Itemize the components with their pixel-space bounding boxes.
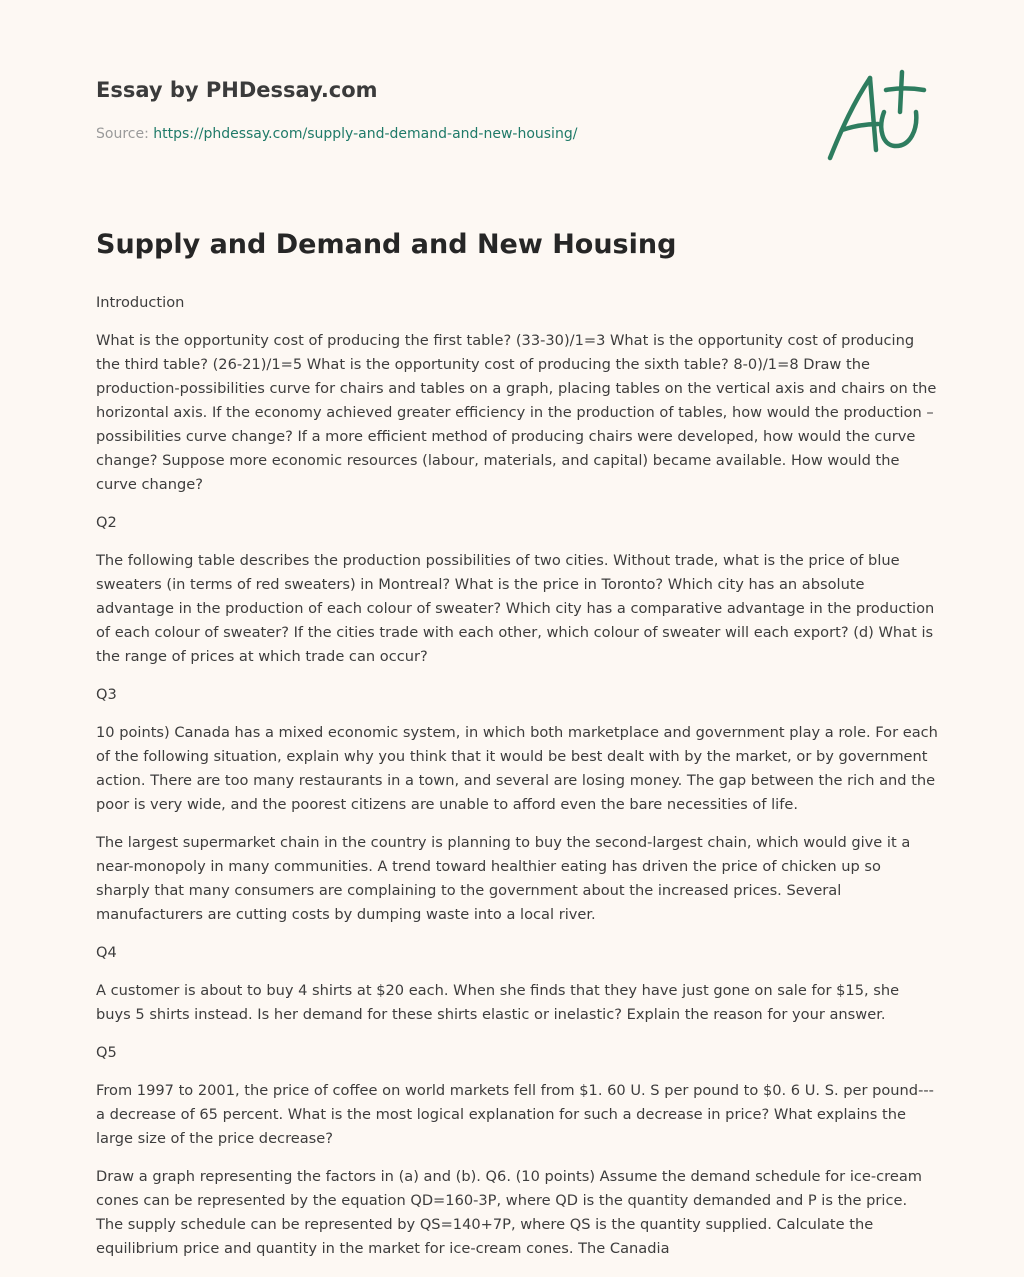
paragraph: A customer is about to buy 4 shirts at $20 each. When she finds that they have just gone on sale for $15, she buys 5 shirts instead. Is her demand for these shirts elastic or inelastic? Explain the reason for your answer. xyxy=(96,982,900,1023)
source-line xyxy=(96,124,776,144)
paragraph: Q2 xyxy=(96,514,117,531)
paragraph: Q5 xyxy=(96,1044,117,1061)
paragraph: Q4 xyxy=(96,944,117,961)
paragraph: The following table describes the production possibilities of two cities. Without trade, what is the price of blue sweaters (in terms of red sweaters) in Montreal? What is the price in Toronto? Which city has an absolute advantage in the production of each colour of sweater? Which city has a comparative advantage in the production of each colour of sweater? If the cities trade with each other, which colour of sweater will each export? (d) What is the range of prices at which trade can occur? xyxy=(96,552,935,665)
article xyxy=(96,225,938,1275)
source-label: Source: xyxy=(96,126,149,142)
a-plus-logo-icon xyxy=(820,66,930,166)
paragraph: What is the opportunity cost of producing the first table? (33-30)/1=3 What is the opportunity cost of producing the third table? (26-21)/1=5 What is the opportunity cost of producing the sixth table? 8-0)/1=8 Draw the production-possibilities curve for chairs and tables on a graph, placing tables on the vertical axis and chairs on the horizontal axis. If the economy achieved greater efficiency in the production of tables, how would the production –possibilities curve change? If a more efficient method of producing chairs were developed, how would the curve change? Suppose more economic resources (labour, materials, and capital) became available. How would the curve change? xyxy=(96,332,937,493)
paragraph: The largest supermarket chain in the country is planning to buy the second-largest chain, which would give it a near-monopoly in many communities. A trend toward healthier eating has driven the price of chicken up so sharply that many consumers are complaining to the government about the increased prices. Several manufacturers are cutting costs by dumping waste into a local river. xyxy=(96,834,911,923)
paragraph: Introduction xyxy=(96,294,185,311)
paragraph: Draw a graph representing the factors in (a) and (b). Q6. (10 points) Assume the demand schedule for ice-cream cones can be represented by the equation QD=160-3P, where QD is the quantity demanded and P is the price. The supply schedule can be represented by QS=140+7P, where QS is the quantity supplied. Calculate the equilibrium price and quantity in the market for ice-cream cones. The Canadia xyxy=(96,1168,922,1257)
page-header xyxy=(96,74,776,144)
paragraph: 10 points) Canada has a mixed economic system, in which both marketplace and government play a role. For each of the following situation, explain why you think that it would be best dealt with by the market, or by government action. There are too many restaurants in a town, and several are losing money. The gap between the rich and the poor is very wide, and the poorest citizens are unable to afford even the bare necessities of life. xyxy=(96,724,938,813)
source-link[interactable]: https://phdessay.com/supply-and-demand-and-new-housing/ xyxy=(153,126,578,142)
article-title: Supply and Demand and New Housing xyxy=(96,229,677,260)
site-brand[interactable]: Essay by PHDessay.com xyxy=(96,78,378,102)
paragraph: From 1997 to 2001, the price of coffee on world markets fell from $1. 60 U. S per pound to $0. 6 U. S. per pound--- a decrease of 65 percent. What is the most logical explanation for such a decrease in price? What explains the large size of the price decrease? xyxy=(96,1082,934,1147)
paragraph: Q3 xyxy=(96,686,117,703)
